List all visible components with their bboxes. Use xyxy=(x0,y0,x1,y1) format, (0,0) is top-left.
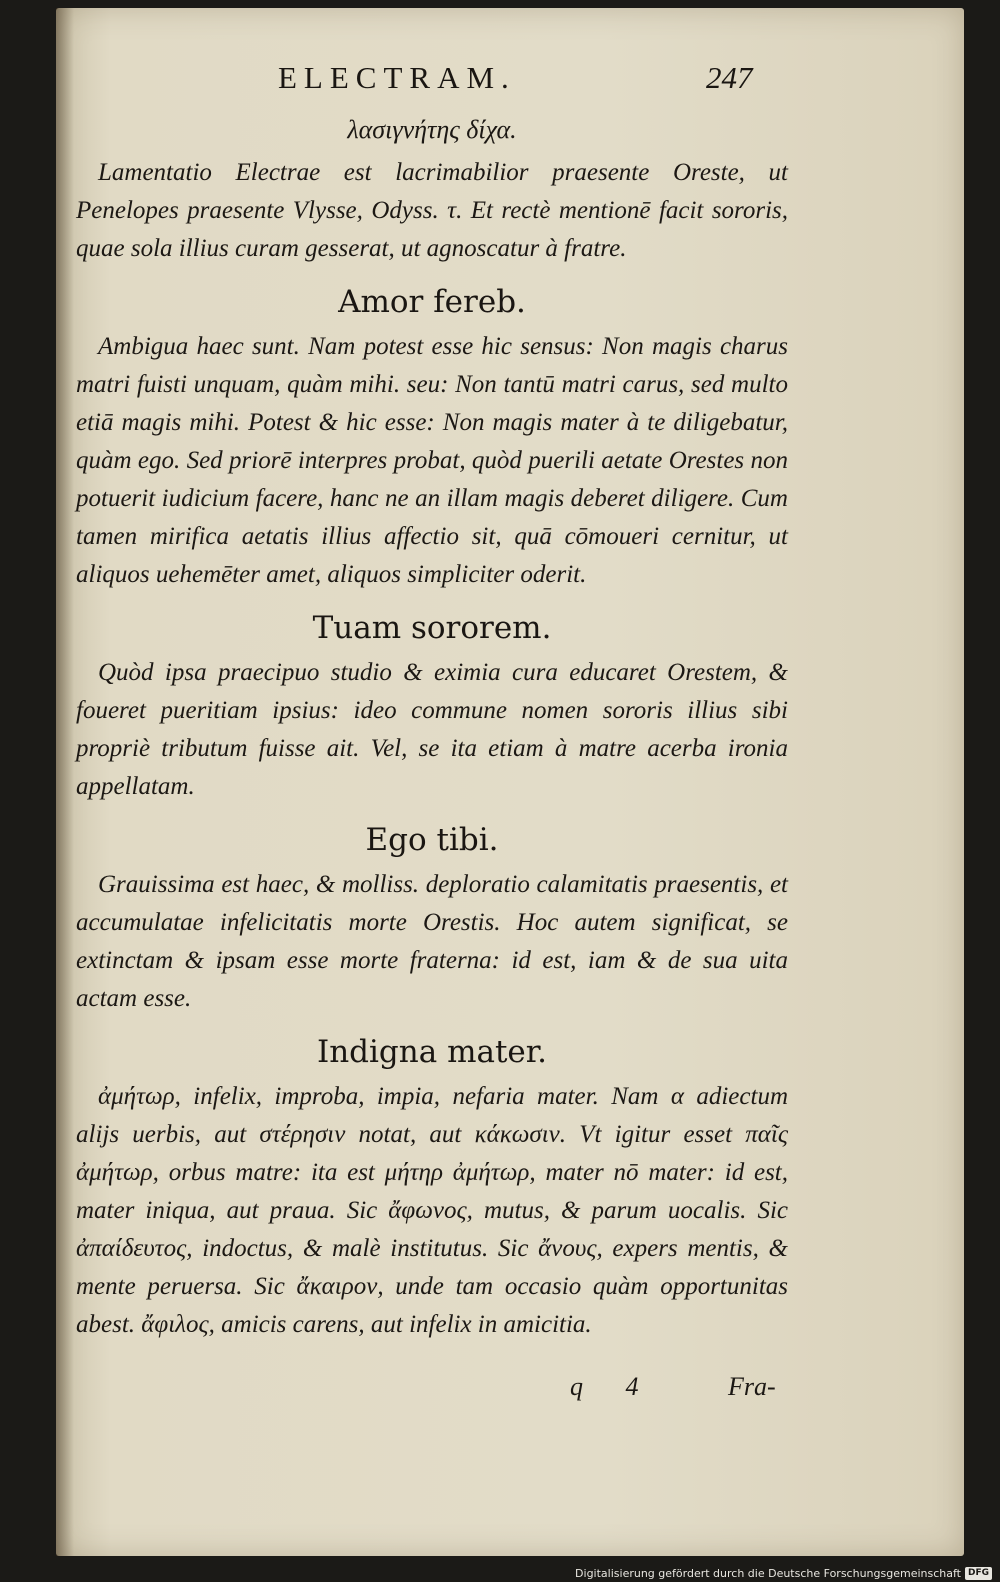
running-title: ELECTRAM. xyxy=(278,60,516,95)
footer-text: Digitalisierung gefördert durch die Deutsche Forschungsgemeinschaft xyxy=(575,1567,961,1580)
commentary-paragraph: Ambigua haec sunt. Nam potest esse hic sensus: Non magis charus matri fuisti unquam, quàm mihi. seu: Non tantū matri carus, sed multo etiā magis mihi. Potest & hic esse: Non magis mater à te diligebatur, quàm ego. Sed priorē interpres probat, quòd puerili aetate Orestes non potuerit iudicium facere, hanc ne an illam magis deberet diligere. Cum tamen mirifica aetatis illius affectio sit, quā cōmoueri cernitur, ut aliquos uehemēter amet, aliquos simpliciter oderit. xyxy=(76,333,788,588)
commentary-paragraph: Lamentatio Electrae est lacrimabilior praesente Oreste, ut Penelopes praesente Vlysse, Odyss. τ. Et rectè mentionē facit sororis, quae sola illius curam gesserat, ut agnoscatur à fratre. xyxy=(76,159,788,262)
page-signature-line xyxy=(76,1372,788,1412)
digitization-footer xyxy=(575,1567,992,1580)
dfg-logo-icon: DFG xyxy=(965,1567,992,1580)
page-gutter-shadow xyxy=(56,8,74,1556)
page-body xyxy=(76,110,788,1401)
signature-mark: q 4 xyxy=(570,1372,657,1401)
commentary-paragraph: ἀμήτωρ, infelix, improba, impia, nefaria mater. Nam α adiectum alijs uerbis, aut στέρησιν notat, aut κάκωσιν. Vt igitur esset παῖς ἀμήτωρ, orbus matre: ita est μήτηρ ἀμήτωρ, mater nō mater: id est, mater iniqua, aut praua. Sic ἄφωνος, mutus, & parum uocalis. Sic ἀπαίδευτος, indoctus, & malè institutus. Sic ἄνους, expers mentis, & mente peruersa. Sic ἄκαιρον, unde tam occasio quàm opportunitas abest. ἄφιλος, amicis carens, aut infelix in amicitia. xyxy=(76,1083,788,1338)
greek-lemma: λασιγνήτης δίχα. xyxy=(347,115,517,144)
book-page xyxy=(56,8,964,1556)
page-header xyxy=(56,60,964,108)
commentary-paragraph: Quòd ipsa praecipuo studio & eximia cura educaret Orestem, & foueret pueritiam ipsius: ideo commune nomen sororis illius sibi propriè tributum fuisse ait. Vel, se ita etiam à matre acerba ironia appellatam. xyxy=(76,659,788,800)
lemma-heading: Amor fereb. xyxy=(338,284,526,320)
commentary-paragraph: Grauissima est haec, & molliss. deploratio calamitatis praesentis, et accumulatae infelicitatis morte Orestis. Hoc autem significat, se extinctam & ipsam esse morte fraterna: id est, iam & de sua uita actam esse. xyxy=(76,871,788,1012)
lemma-heading: Indigna mater. xyxy=(316,1034,548,1070)
catchword: Fra- xyxy=(728,1372,776,1401)
page-number: 247 xyxy=(706,60,753,95)
lemma-heading: Tuam sororem. xyxy=(312,610,552,646)
lemma-heading: Ego tibi. xyxy=(365,822,499,858)
